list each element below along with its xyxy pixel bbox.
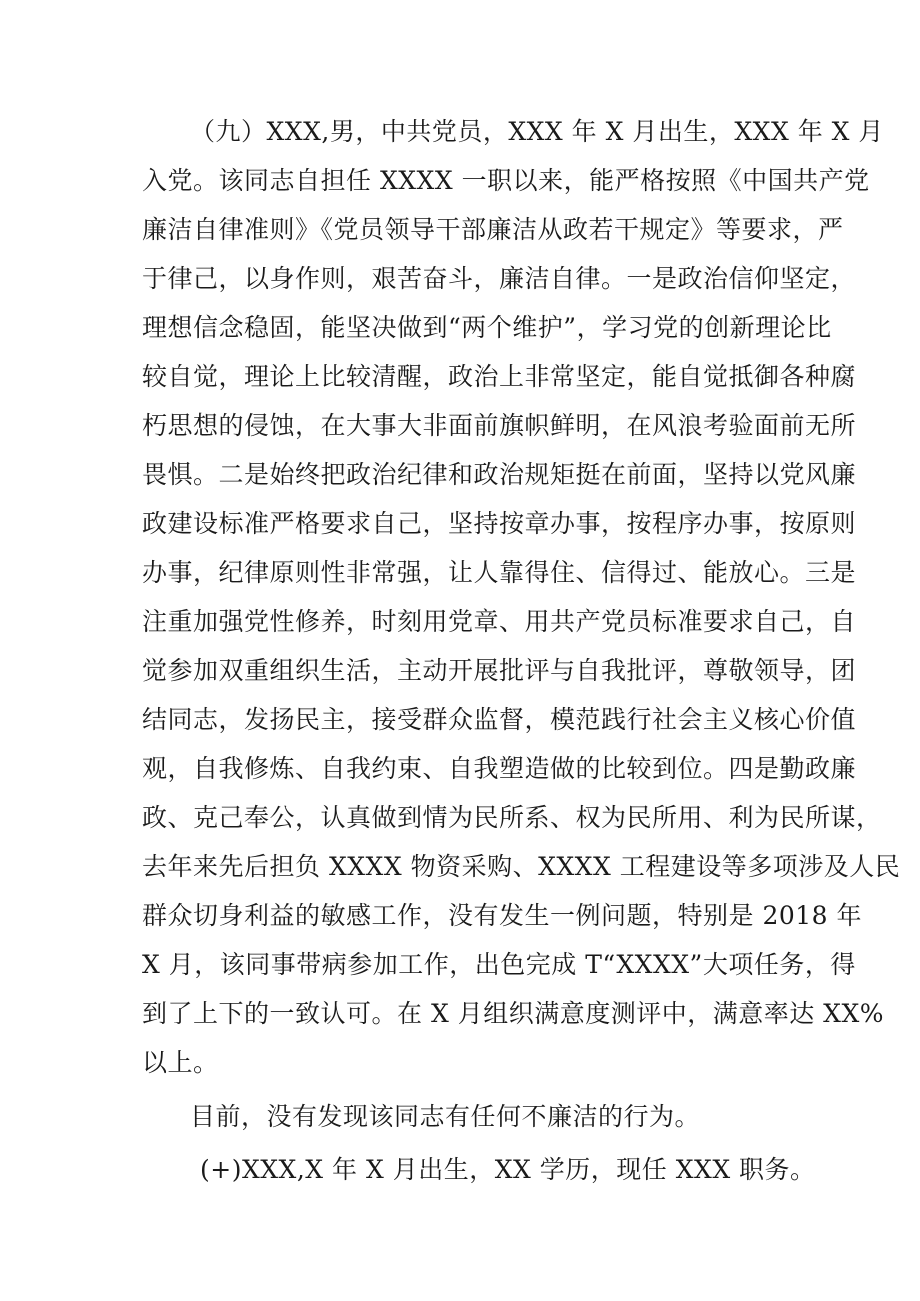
- text-line-3: 廉洁自律准则》《党员领导干部廉洁从政若干规定》等要求，严: [142, 215, 844, 244]
- text-line-1: （九）XXX,男，中共党员，XXX 年 X 月出生，XXX 年 X 月: [190, 117, 884, 146]
- text-line-7: 朽思想的侵蚀，在大事大非面前旗帜鲜明，在风浪考验面前无所: [142, 411, 857, 440]
- text-line-10: 办事，纪律原则性非常强，让人靠得住、信得过、能放心。三是: [142, 558, 857, 587]
- text-line-5: 理想信念稳固，能坚决做到“两个维护”，学习党的创新理论比: [142, 313, 832, 342]
- text-line-9: 政建设标准严格要求自己，坚持按章办事，按程序办事，按原则: [142, 509, 857, 538]
- text-line-8: 畏惧。二是始终把政治纪律和政治规矩挺在前面，坚持以党风廉: [142, 460, 857, 489]
- text-line-20: 以上。: [142, 1048, 219, 1077]
- text-line-6: 较自觉，理论上比较清醒，政治上非常坚定，能自觉抵御各种腐: [142, 362, 857, 391]
- text-line-11: 注重加强党性修养，时刻用党章、用共产党员标准要求自己，自: [142, 607, 857, 636]
- conclusion-line: 目前，没有发现该同志有任何不廉洁的行为。: [190, 1102, 701, 1131]
- text-line-2: 入党。该同志自担任 XXXX 一职以来，能严格按照《中国共产党: [142, 166, 870, 195]
- text-line-13: 结同志，发扬民主，接受群众监督，模范践行社会主义核心价值: [142, 705, 857, 734]
- text-line-4: 于律己，以身作则，艰苦奋斗，廉洁自律。一是政治信仰坚定，: [142, 264, 857, 293]
- text-line-17: 群众切身利益的敏感工作，没有发生一例问题，特别是 2018 年: [142, 901, 863, 930]
- text-line-15: 政、克己奉公，认真做到情为民所系、权为民所用、利为民所谋，: [142, 803, 882, 832]
- text-line-12: 觉参加双重组织生活，主动开展批评与自我批评，尊敬领导，团: [142, 656, 857, 685]
- paragraph-ten-heading: (+)XXX,X 年 X 月出生，XX 学历，现任 XXX 职务。: [200, 1155, 816, 1184]
- text-line-14: 观，自我修炼、自我约束、自我塑造做的比较到位。四是勤政廉: [142, 754, 857, 783]
- text-line-18: X 月，该同事带病参加工作，出色完成 T“XXXX”大项任务，得: [142, 950, 856, 979]
- text-line-16: 去年来先后担负 XXXX 物资采购、XXXX 工程建设等多项涉及人民: [142, 852, 901, 881]
- text-line-19: 到了上下的一致认可。在 X 月组织满意度测评中，满意率达 XX%: [142, 999, 884, 1028]
